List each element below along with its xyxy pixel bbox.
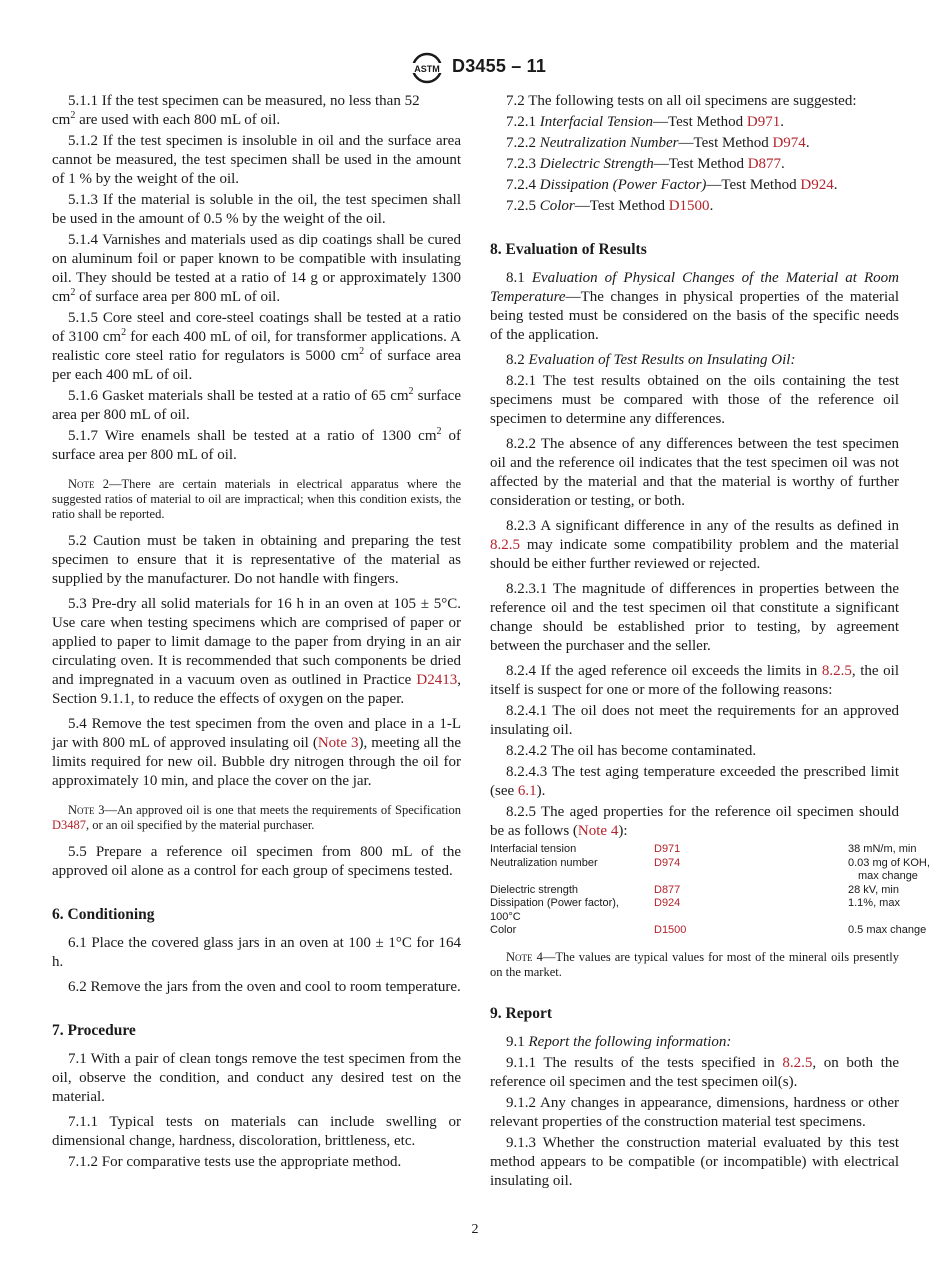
document-id: D3455 – 11 [452, 56, 547, 76]
para-5-1-3: 5.1.3 If the material is soluble in the oil, the test specimen shall be used in the amount of 0.5 % by the weight of the oil. [52, 192, 461, 227]
para-9-1: 9.1 Report the following information: [506, 1033, 732, 1050]
link-note-3[interactable]: Note 3 [317, 735, 359, 751]
para-8-2: 8.2 Evaluation of Test Results on Insulating Oil: [506, 352, 796, 368]
note-3: Note 3—An approved oil is one that meets the requirements of Specification D3487, or an oil specified by the material purchaser. [52, 803, 461, 832]
limit-cell: 38 mN/m, min [848, 843, 917, 855]
page-header [0, 52, 950, 86]
para-5-5: 5.5 Prepare a reference oil specimen from 800 mL of the approved oil alone as a control for each group of specimens tested. [52, 844, 461, 879]
svg-text:ASTM: ASTM [414, 64, 440, 74]
test-method-link[interactable]: D877 [747, 156, 782, 172]
para-9-1-1: 9.1.1 The results of the tests specified in 8.2.5, on both the reference oil specimen and the test specimen oil(s). [490, 1054, 899, 1090]
method-cell[interactable]: D1500 [654, 924, 687, 936]
test-method-item: 7.2.2 Neutralization Number—Test Method D974. [506, 135, 810, 151]
right-column [490, 92, 930, 1193]
note-2: Note 2—There are certain materials in electrical apparatus where the suggested ratios of material to oil are impractical; when this condition exists, the ratio shall be reported. [52, 477, 461, 521]
test-method-item: 7.2.4 Dissipation (Power Factor)—Test Method D924. [506, 177, 838, 193]
property-cell: Dissipation (Power factor), 100°C [490, 897, 619, 923]
property-cell: Neutralization number [490, 856, 598, 869]
test-method-link[interactable]: D924 [800, 177, 834, 193]
para-5-1-4: 5.1.4 Varnishes and materials used as dip coatings shall be cured on aluminum foil or paper known to be compatible with insulating oil. They should be tested at a ratio of 14 g or approximately 1300 $cm^2$ of surface area per 800 mL of oil. [52, 232, 461, 305]
test-method-link[interactable]: D974 [772, 135, 806, 151]
limit-cell: 0.03 mg of KOH, max change [848, 856, 930, 882]
heading-evaluation: 8. Evaluation of Results [490, 241, 647, 258]
para-6-1: 6.1 Place the covered glass jars in an oven at 100 ± 1°C for 164 h. [52, 935, 461, 970]
para-8-2-2: 8.2.2 The absence of any differences between the test specimen oil and the reference oil indicates that the test specimen oil was not affected by the material and that the material is worthy of further consideration or testing, or both. [490, 436, 899, 509]
page-number: 2 [471, 1222, 479, 1237]
para-7-1-1: 7.1.1 Typical tests on materials can include swelling or dimensional change, hardness, discoloration, brittleness, etc. [52, 1114, 461, 1149]
para-5-1-7: 5.1.7 Wire enamels shall be tested at a ratio of 1300 $cm^2$ of surface area per 800 mL of oil. [52, 426, 461, 463]
para-8-2-5: 8.2.5 The aged properties for the reference oil specimen should be as follows (Note 4): [490, 804, 899, 839]
para-5-1-6: 5.1.6 Gasket materials shall be tested at a ratio of 65 $cm^2$ surface area per 800 mL of oil. [52, 386, 461, 423]
limits-table [490, 843, 935, 938]
method-cell[interactable]: D877 [654, 883, 681, 896]
method-cell[interactable]: D924 [654, 897, 681, 909]
method-cell[interactable]: D971 [654, 843, 681, 855]
para-5-1-2: 5.1.2 If the test specimen is insoluble in oil and the surface area cannot be measured, the test specimen shall be used in the amount of 1 % by the weight of the oil. [52, 133, 461, 187]
limit-cell: 0.5 max change [848, 924, 927, 936]
table-row [490, 924, 935, 938]
para-5-2: 5.2 Caution must be taken in obtaining and preparing the test specimen to ensure that it is representative of the material as supplied by the manufacturer. Do not handle with fingers. [52, 533, 461, 587]
link-d3487[interactable]: D3487 [52, 818, 87, 832]
link-note-4[interactable]: Note 4 [577, 823, 619, 839]
property-cell: Dielectric strength [490, 883, 579, 896]
link-8-2-5[interactable]: 8.2.5 [490, 537, 520, 553]
link-8-2-5[interactable]: 8.2.5 [821, 663, 852, 679]
link-8-2-5[interactable]: 8.2.5 [782, 1054, 813, 1071]
heading-procedure: 7. Procedure [52, 1022, 136, 1039]
para-5-4: 5.4 Remove the test specimen from the oven and place in a 1-L jar with 800 mL of approved insulating oil (Note 3), meeting all the limits required for new oil. Bubble dry nitrogen through the oil for approximately 10 min, and place the cover on the jar. [52, 716, 461, 789]
method-cell[interactable]: D974 [654, 856, 681, 869]
test-method-item: 7.2.5 Color—Test Method D1500. [506, 198, 714, 214]
para-8-1: 8.1 Evaluation of Physical Changes of the Material at Room Temperature—The changes in physical properties of the material being tested must be considered on the basis of the specific needs of the application. [490, 270, 900, 343]
heading-conditioning: 6. Conditioning [52, 906, 155, 923]
test-method-link[interactable]: D971 [746, 114, 781, 130]
para-8-2-4-2: 8.2.4.2 The oil has become contaminated. [506, 743, 757, 759]
astm-logo-icon [408, 52, 446, 84]
para-8-2-4-3: 8.2.4.3 The test aging temperature exceeded the prescribed limit (see 6.1). [490, 764, 899, 799]
para-7-1-2: 7.1.2 For comparative tests use the appropriate method. [68, 1154, 402, 1170]
test-methods-list [490, 113, 899, 216]
para-6-2: 6.2 Remove the jars from the oven and cool to room temperature. [68, 979, 461, 995]
property-cell: Interfacial tension [490, 843, 577, 855]
table-row [490, 884, 935, 898]
para-9-1-3: 9.1.3 Whether the construction material evaluated by this test method appears to be compatible (or incompatible) with electrical insulating oil. [490, 1134, 899, 1189]
para-9-1-2: 9.1.2 Any changes in appearance, dimensions, hardness or other relevant properties of the construction material test specimens. [490, 1094, 899, 1130]
table-row [490, 843, 935, 857]
para-8-2-4: 8.2.4 If the aged reference oil exceeds the limits in 8.2.5, the oil itself is suspect for one or more of the following reasons: [490, 663, 899, 698]
para-5-3: 5.3 Pre-dry all solid materials for 16 h in an oven at 105 ± 5°C. Use care when testing specimens which are comprised of paper or applied to paper to limit damage to the paper from drying in an air circulating oven. It is recommended that such components be dried and impregnated in a vacuum oven as outlined in Practice D2413, Section 9.1.1, to reduce the effects of oxygen on the paper. [52, 596, 461, 707]
para-5-1-1: 5.1.1 If the test specimen can be measured, no less than 52 $cm^2$ are used with each 800 mL of oil. [52, 93, 420, 128]
test-method-item: 7.2.1 Interfacial Tension—Test Method D971. [506, 114, 784, 130]
para-8-2-1: 8.2.1 The test results obtained on the oils containing the test specimens must be compared with those of the reference oil specimen to determine any differences. [490, 373, 899, 427]
property-cell: Color [490, 924, 517, 936]
limit-cell: 28 kV, min [848, 883, 899, 896]
limit-cell: 1.1%, max [848, 897, 900, 909]
table-row [490, 897, 935, 924]
para-8-2-3: 8.2.3 A significant difference in any of the results as defined in 8.2.5 may indicate some compatibility problem and the material should be either further reviewed or rejected. [490, 518, 899, 572]
link-d2413[interactable]: D2413 [416, 672, 458, 688]
para-7-2: 7.2 The following tests on all oil specimens are suggested: [506, 93, 857, 109]
note-4: Note 4—The values are typical values for most of the mineral oils presently on the market. [490, 949, 899, 979]
heading-report: 9. Report [490, 1004, 552, 1022]
para-5-1-5: 5.1.5 Core steel and core-steel coatings shall be tested at a ratio of 3100 $cm^2$ for each 400 mL of oil, for transformer applications. A realistic core steel ratio for regulators is 5000 $cm^2$ of surface area per each 400 mL of oil. [52, 310, 462, 383]
test-method-item: 7.2.3 Dielectric Strength—Test Method D877. [506, 156, 785, 172]
link-6-1[interactable]: 6.1 [517, 783, 537, 799]
para-7-1: 7.1 With a pair of clean tongs remove the test specimen from the oil, observe the condition, and conduct any desired test on the material. [52, 1051, 461, 1105]
para-8-2-4-1: 8.2.4.1 The oil does not meet the requirements for an approved insulating oil. [490, 703, 899, 738]
para-8-2-3-1: 8.2.3.1 The magnitude of differences in properties between the reference oil and the test specimen oil that constitute a significant change should be established prior to testing, by agreement between the purchaser and the seller. [490, 581, 899, 654]
test-method-link[interactable]: D1500 [668, 198, 710, 214]
table-row [490, 857, 935, 884]
left-column [52, 92, 461, 1174]
